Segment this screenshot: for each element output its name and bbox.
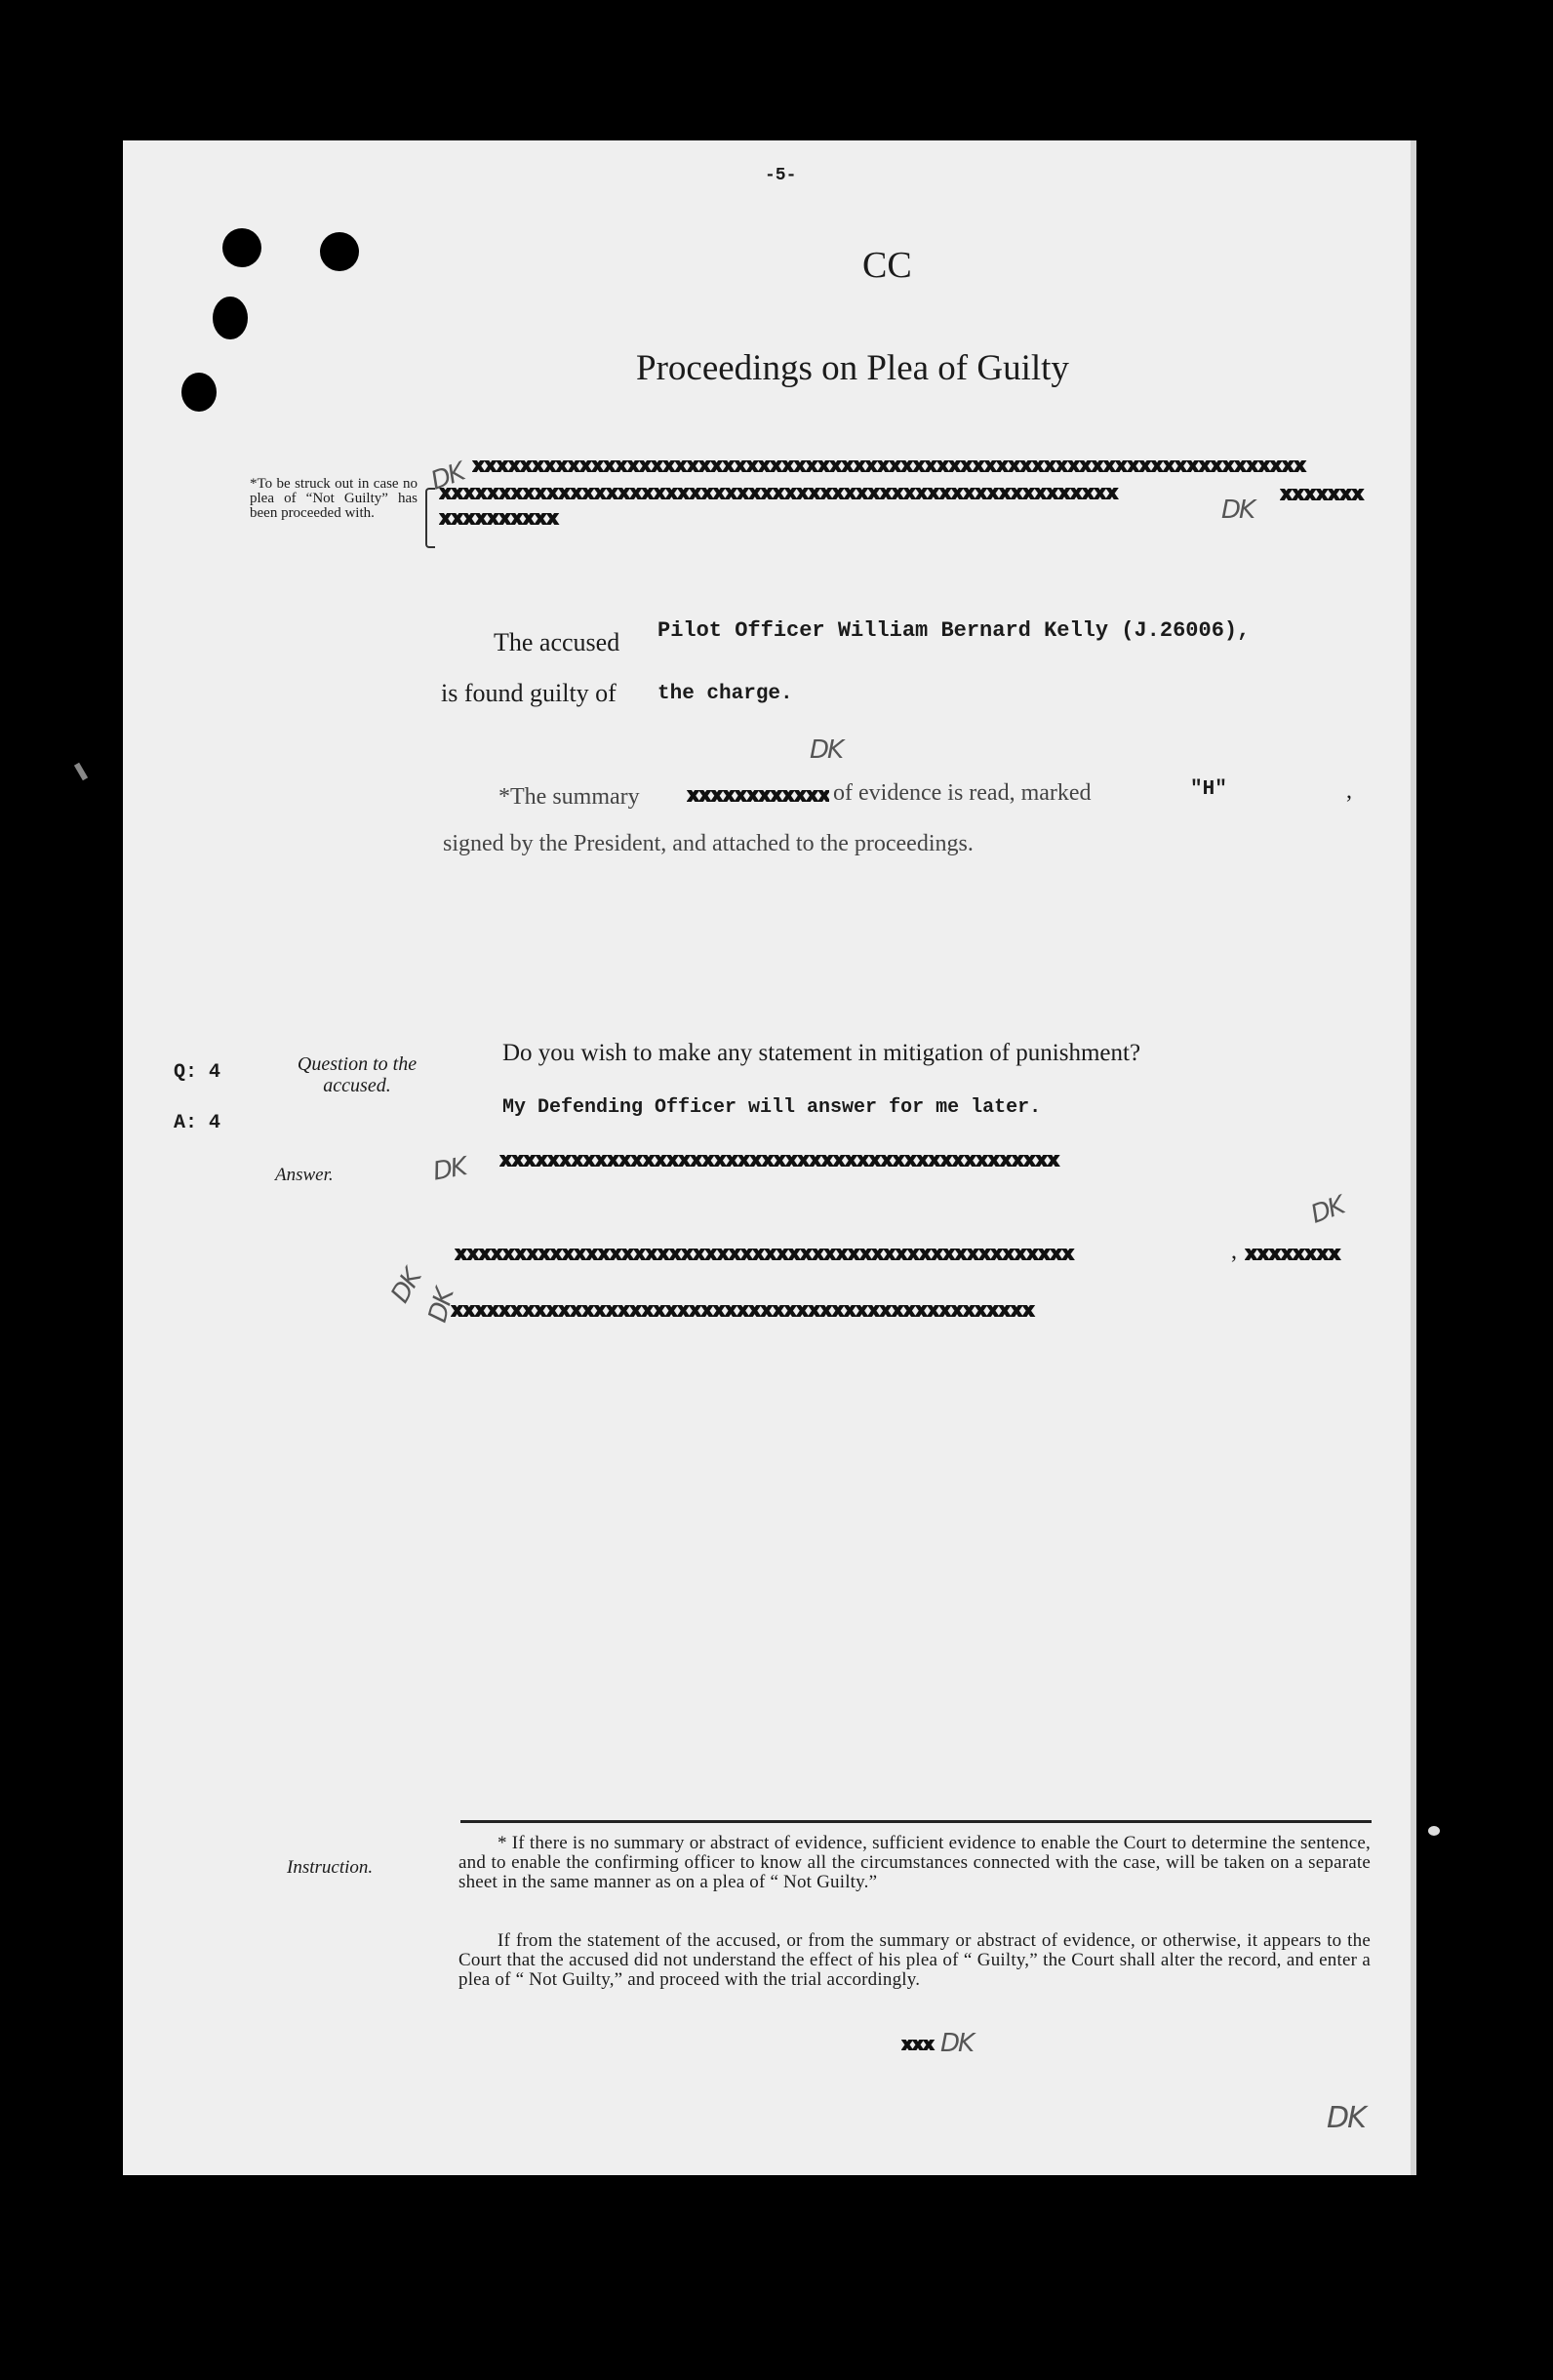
answer-text: My Defending Officer will answer for me later. <box>502 1096 1042 1119</box>
initials-mark: DK <box>1221 496 1254 525</box>
struck-text: xxx <box>901 2035 935 2057</box>
page-number: -5- <box>765 166 797 185</box>
initials-mark: DK <box>422 1287 460 1326</box>
punch-hole <box>320 232 359 271</box>
question-text: Do you wish to make any statement in mitigation of punishment? <box>502 1040 1141 1066</box>
punch-hole <box>222 228 261 267</box>
initials-mark: DK <box>1327 2101 1365 2135</box>
summary-prefix: *The summary <box>498 784 640 810</box>
scan-speck <box>74 763 88 781</box>
q-label: Q: 4 <box>174 1061 221 1084</box>
found-guilty-value: the charge. <box>657 683 793 705</box>
summary-comma: , <box>1346 778 1352 804</box>
found-guilty-label: is found guilty of <box>441 679 617 707</box>
margin-note: *To be struck out in case no plea of “Not Guilty” has been proceeded with. <box>250 476 418 521</box>
a-label: A: 4 <box>174 1112 221 1134</box>
summary-middle: of evidence is read, marked <box>833 780 1092 806</box>
struck-text: xxxxxxxxxxxxxxxxxxxxxxxxxxxxxxxxxxxxxxxxxxxxxxx <box>499 1149 1059 1173</box>
scan-speck <box>1428 1826 1440 1836</box>
instruction-paragraph-2: If from the statement of the accused, or from the summary or abstract of evidence, or otherwise, it appears to the Court that the accused did not understand the effect of his plea of “ Guilty,” the Court shall alter the record, and enter a plea of “ Not Guilty,” and proceed with the trial accordingly. <box>458 1930 1371 1990</box>
accused-label: The accused <box>494 628 620 656</box>
struck-text: xxxxxxxxxxxxxxxxxxxxxxxxxxxxxxxxxxxxxxxxxxxxxxxxxxxx <box>455 1243 1074 1267</box>
instruction-label: Instruction. <box>287 1857 374 1878</box>
bracket <box>425 488 435 548</box>
initials-mark: DK <box>385 1265 427 1308</box>
struck-text: xxxxxxxxxxxxxxxxxxxxxxxxxxxxxxxxxxxxxxxxxxxxxxxxx <box>451 1299 1034 1324</box>
initials-mark: DK <box>426 457 468 496</box>
initials-mark: DK <box>1306 1191 1348 1230</box>
initials-mark: DK <box>940 2029 974 2058</box>
struck-text: xxxxxxxxxxxxxxxxxxxxxxxxxxxxxxxxxxxxxxxxxxxxxxxxxxxxxxxxxxxxxxxxxxxxxx <box>472 455 1306 479</box>
page-title: Proceedings on Plea of Guilty <box>636 348 1069 388</box>
struck-text: xxxxxxx <box>1280 483 1364 507</box>
instruction-rule <box>460 1820 1372 1823</box>
question-margin-label: Question to the accused. <box>297 1053 418 1096</box>
summary-mark: "H" <box>1190 778 1227 801</box>
struck-text: xxxxxxxx <box>1245 1243 1340 1267</box>
struck-block-comma: , <box>1231 1239 1237 1264</box>
struck-text: xxxxxxxxxxxx <box>687 784 829 809</box>
form-code: CC <box>862 245 912 286</box>
document-page <box>123 140 1416 2175</box>
punch-hole <box>213 297 248 339</box>
accused-name: Pilot Officer William Bernard Kelly (J.26006), <box>657 618 1251 643</box>
initials-mark: DK <box>430 1152 468 1187</box>
initials-mark: DK <box>810 735 843 765</box>
punch-hole <box>181 373 217 412</box>
answer-margin-label: Answer. <box>275 1165 334 1185</box>
instruction-paragraph-1: * If there is no summary or abstract of evidence, sufficient evidence to enable the Court to determine the sentence, and to enable the confirming officer to know all the circumstances connected with the case, will be taken on a separate sheet in the same manner as on a plea of “ Not Guilty.” <box>458 1833 1371 1892</box>
summary-line-2: signed by the President, and attached to the proceedings. <box>443 831 974 856</box>
struck-text: xxxxxxxxxx <box>439 507 559 532</box>
struck-text: xxxxxxxxxxxxxxxxxxxxxxxxxxxxxxxxxxxxxxxxxxxxxxxxxxxxxxxxx <box>439 482 1118 506</box>
